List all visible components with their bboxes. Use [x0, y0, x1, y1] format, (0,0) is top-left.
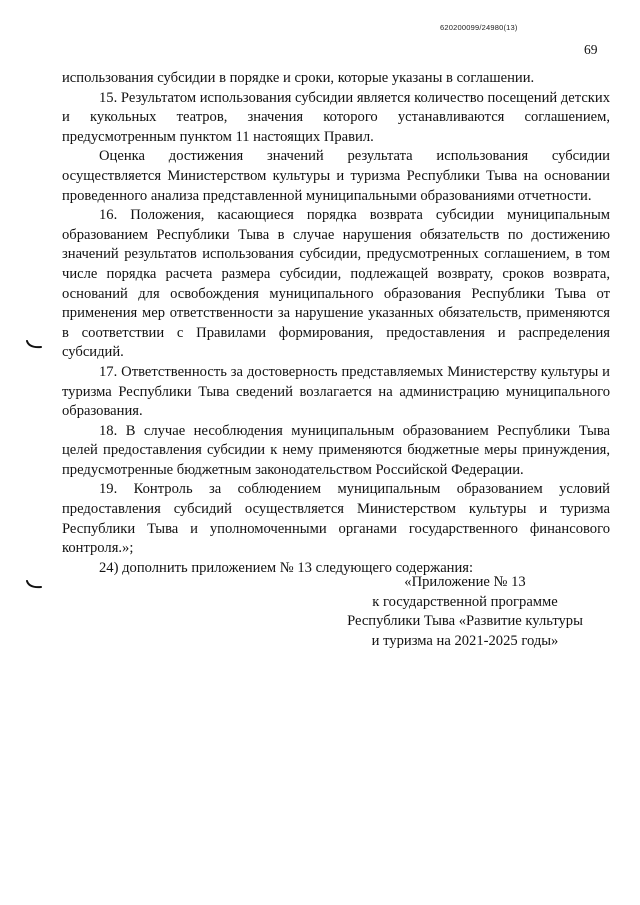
paragraph-item-15: 15. Результатом использования субсидии является количество посещений детских и кукольных театров, значения которого устанавливаются соглашением, предусмотренным пунктом 11 настоящих Правил.	[62, 89, 610, 145]
document-registration-code: 620200099/24980(13)	[440, 23, 518, 32]
paragraph-evaluation: Оценка достижения значений результата использования субсидии осуществляется Министерством культуры и туризма Республики Тыва на основании проведенного анализа представленной муниципальными образованиями отчетности.	[62, 148, 610, 204]
scan-margin-mark-icon	[26, 340, 42, 350]
paragraph-item-19: 19. Контроль за соблюдением муниципальным образованием условий предоставления субсидий осуществляется Министерством культуры и туризма Республики Тыва и уполномоченными органами государственного финансового контроля.»;	[62, 481, 610, 557]
appendix-line-1: «Приложение № 13	[404, 574, 526, 590]
paragraph-item-17: 17. Ответственность за достоверность представляемых Министерству культуры и туризма Республики Тыва сведений возлагается на администрацию муниципального образования.	[62, 363, 610, 420]
appendix-heading	[300, 573, 630, 651]
appendix-line-3: Республики Тыва «Развитие культуры	[347, 613, 583, 630]
page-number: 69	[584, 42, 598, 57]
appendix-line-2: к государственной программе	[372, 593, 558, 610]
appendix-line-4: и туризма на 2021-2025 годы»	[371, 632, 559, 649]
scan-margin-mark-icon	[26, 580, 42, 590]
paragraph-item-18: 18. В случае несоблюдения муниципальным образованием Республики Тыва целей предоставления субсидии к нему применяются бюджетные меры принуждения, предусмотренные бюджетным законодательством Российской Федерации.	[62, 422, 610, 478]
paragraph-item-16: 16. Положения, касающиеся порядка возврата субсидии муниципальным образованием Республики Тыва в случае нарушения обязательств по достижению значений результатов использования субсидии, предусмотренных соглашением, в том числе порядка расчета размера субсидии, подлежащей возврату, сроков возврата, оснований для освобождения муниципального образования Республики Тыва от применения мер ответственности за нарушение указанных обязательств, применяются в соответствии с Правилами формирования, предоставления и распределения субсидий.	[62, 207, 610, 361]
document-body	[62, 69, 610, 578]
paragraph-item-24: 24) дополнить приложением № 13 следующего содержания:	[99, 559, 474, 576]
paragraph-continuation: использования субсидии в порядке и сроки, которые указаны в соглашении.	[62, 70, 535, 86]
